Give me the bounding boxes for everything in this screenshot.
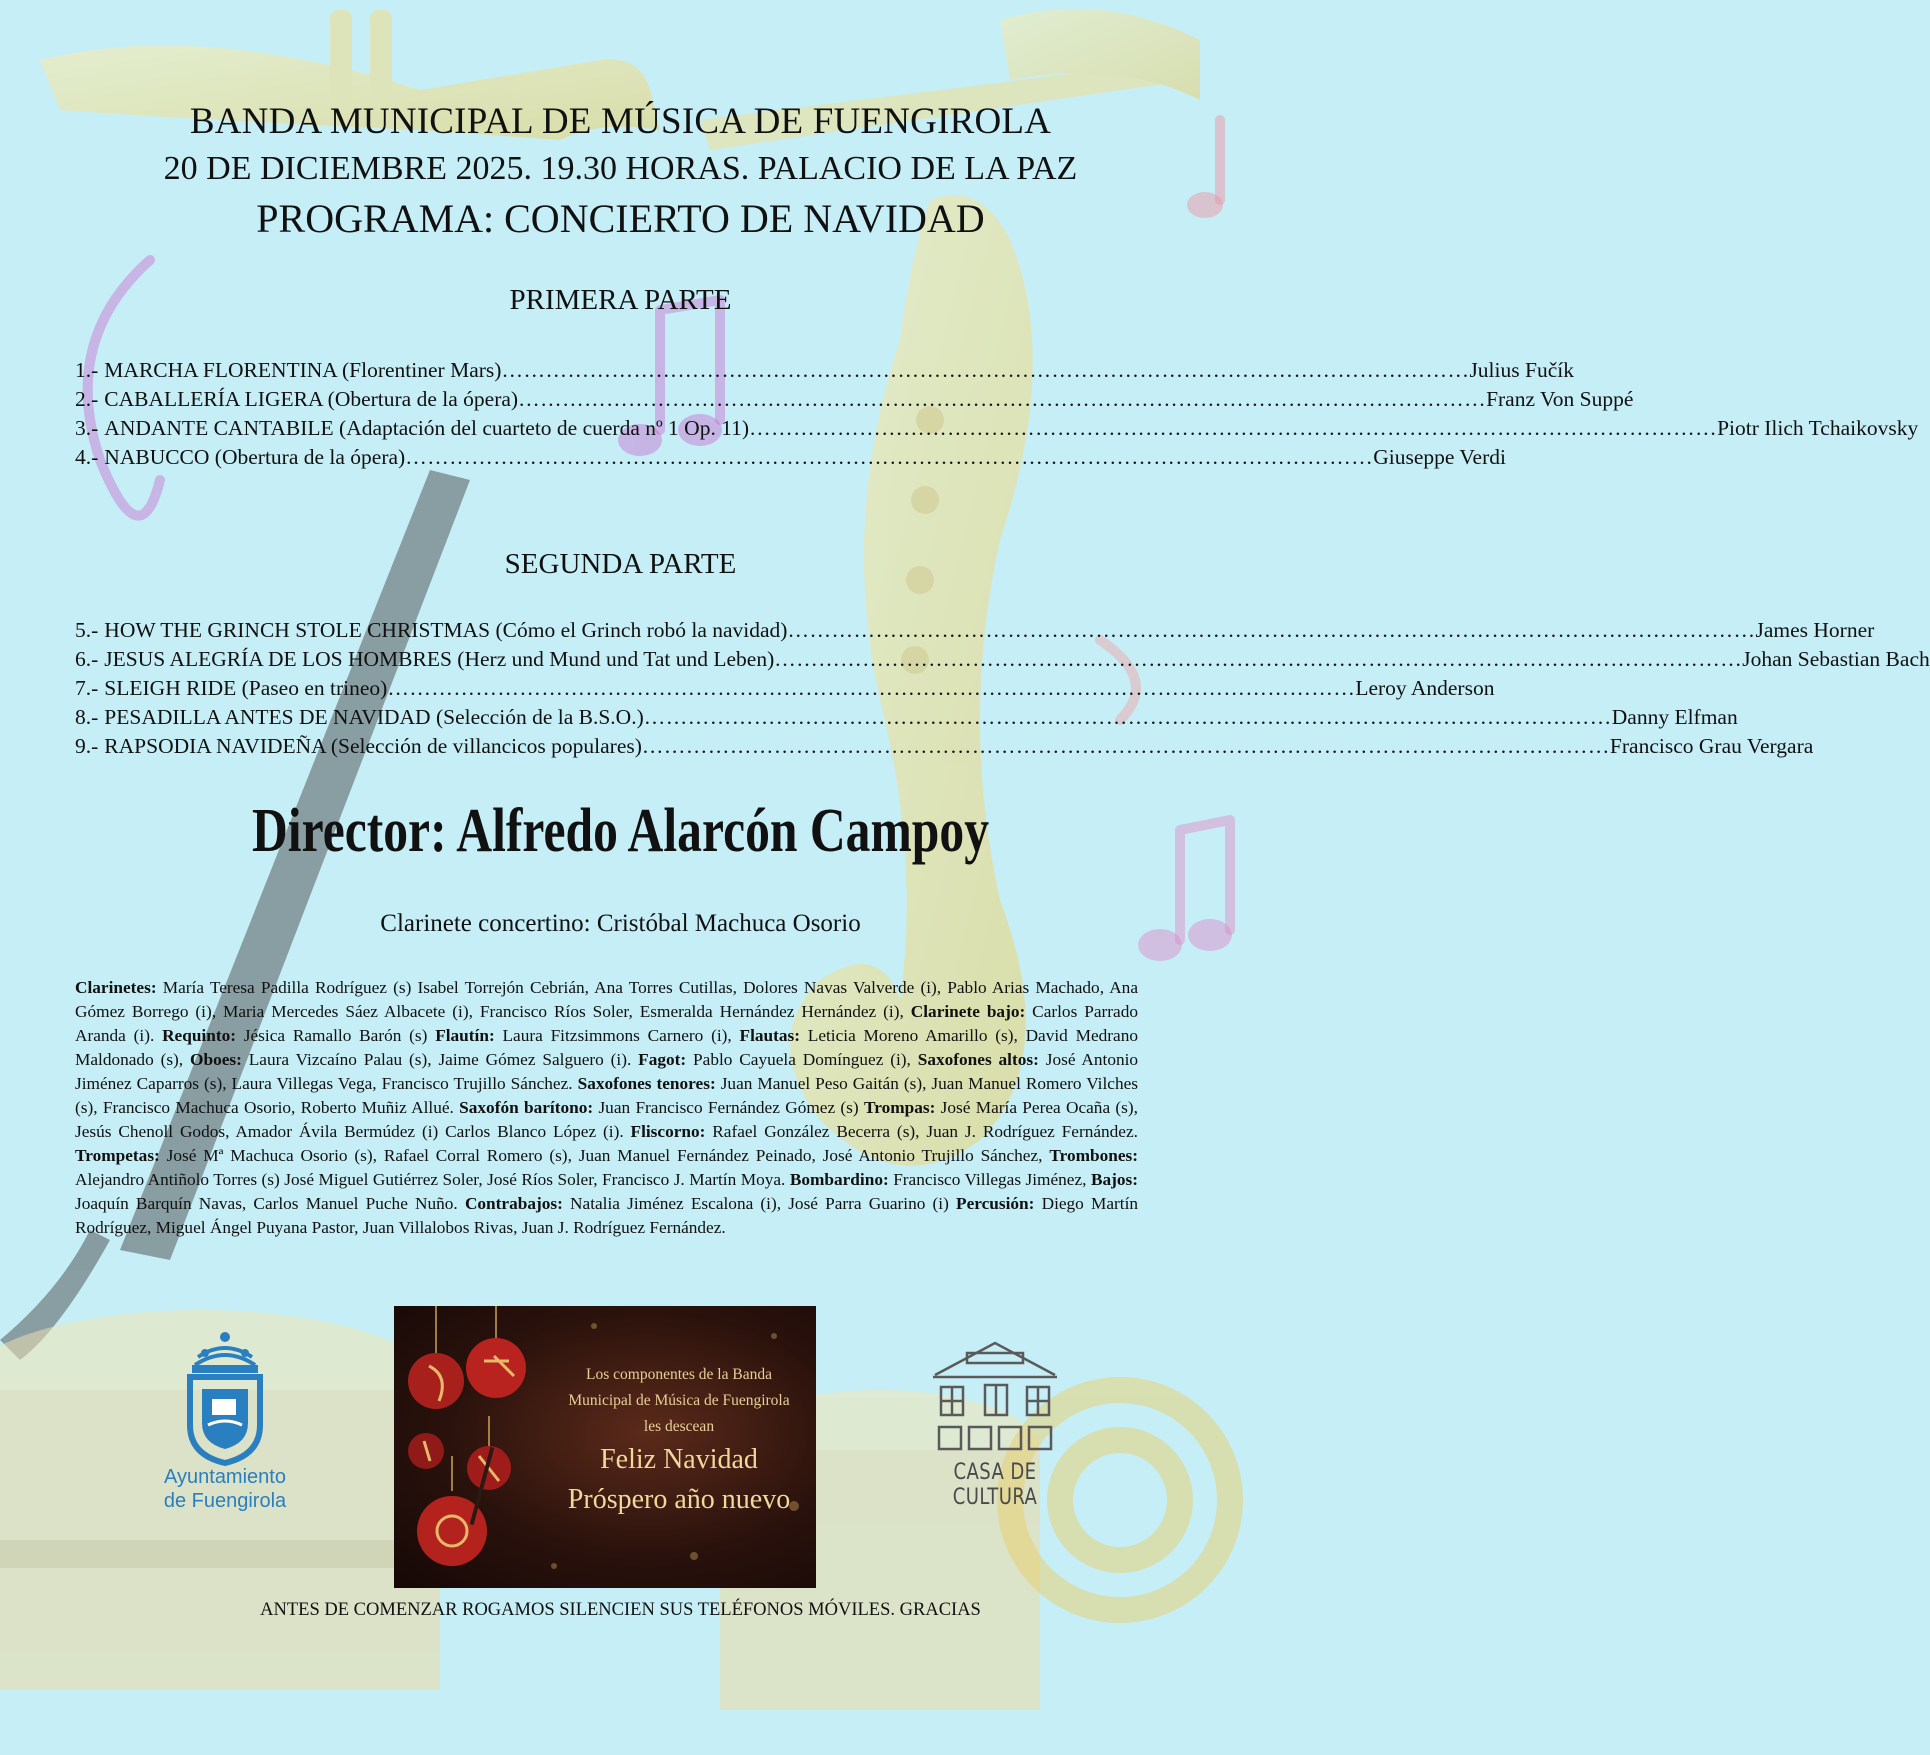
composer-name: James Horner (1755, 618, 1875, 642)
composer-name: Franz Von Suppé (1486, 387, 1634, 411)
prospero-ano-nuevo-text: Próspero año nuevo (567, 1484, 791, 1515)
phones-silence-notice: ANTES DE COMENZAR ROGAMOS SILENCIEN SUS TELÉFONOS MÓVILES. GRACIAS (260, 1600, 981, 1620)
leader-dots: …………………………………………………………………………………………………………………… (518, 387, 1487, 411)
section-members: José María Perea Ocaña (s), Jesús Chenoll Godos, Amador Ávila Bermúdez (i) Carlos Blanco López (i). (75, 1098, 1138, 1141)
work-title: SLEIGH RIDE (Paseo en trineo) (104, 676, 388, 700)
section-label: Clarinete bajo: (910, 1002, 1026, 1021)
program-item (75, 385, 1634, 414)
leader-dots: …………………………………………………………………………………………………………………… (387, 676, 1356, 700)
item-number: 5.- (75, 618, 99, 642)
ayuntamiento-fuengirola-logo (150, 1325, 300, 1512)
section-label: Bombardino: (789, 1170, 889, 1189)
section-members: Laura Vizcaíno Palau (s), Jaime Gómez Salguero (i). (248, 1050, 632, 1069)
section-label: Oboes: (190, 1050, 242, 1069)
section-members: José Mª Machuca Osorio (s), Rafael Corral Romero (s), Juan Manuel Fernández Peinado, José Antonio Trujillo Sánchez, (166, 1146, 1043, 1165)
composer-name: Danny Elfman (1611, 705, 1738, 729)
composer-name: Piotr Ilich Tchaikovsky (1717, 416, 1919, 440)
greeting-text (544, 1362, 814, 1440)
program-item (75, 616, 1875, 645)
program-item (75, 356, 1574, 385)
casa-de-cultura-label: CASA DE CULTURA (952, 1460, 1038, 1510)
program-item (75, 645, 1930, 674)
building-icon (925, 1335, 1065, 1455)
section-members: Francisco Villegas Jiménez, (893, 1170, 1087, 1189)
work-title: ANDANTE CANTABILE (Adaptación del cuarteto de cuerda nº 1 Op. 11) (104, 416, 750, 440)
section-members: Alejandro Antiñolo Torres (s) José Miguel Gutiérrez Soler, José Ríos Soler, Francisco J. Martín Moya. (75, 1170, 786, 1189)
section-label: Fliscorno: (630, 1122, 706, 1141)
work-title: CABALLERÍA LIGERA (Obertura de la ópera) (104, 387, 519, 411)
section-label: Contrabajos: (464, 1194, 563, 1213)
leader-dots: …………………………………………………………………………………………………………………… (787, 618, 1756, 642)
leader-dots: …………………………………………………………………………………………………………………… (749, 416, 1718, 440)
clarinet-concertino: Clarinete concertino: Cristóbal Machuca Osorio (380, 910, 861, 937)
work-title: MARCHA FLORENTINA (Florentiner Mars) (104, 358, 502, 382)
section-members: Juan Francisco Fernández Gómez (s) (598, 1098, 859, 1117)
section-label: Fagot: (638, 1050, 687, 1069)
greeting-line: Los componentes de la Banda (586, 1366, 772, 1383)
section-members: Rafael González Becerra (s), Juan J. Rodríguez Fernández. (712, 1122, 1138, 1141)
feliz-navidad-text: Feliz Navidad (600, 1444, 758, 1475)
section-label: Trombones: (1049, 1146, 1138, 1165)
section-label: Requinto: (162, 1026, 236, 1045)
leader-dots: …………………………………………………………………………………………………………………… (641, 734, 1610, 758)
program-item (75, 732, 1814, 761)
section-members: María Teresa Padilla Rodríguez (s) Isabel Torrejón Cebrián, Ana Torres Cutillas, Dolores Navas Valverde (i), Pablo Arias Machado, Ana Gómez Borrego (i), Maria Mercedes Sáez Albacete (i), Francisco Ríos Soler, Esmeralda Hernández Hernández (i), (75, 978, 1138, 1021)
ayuntamiento-label: Ayuntamiento (164, 1466, 286, 1488)
work-title: PESADILLA ANTES DE NAVIDAD (Selección de la B.S.O.) (104, 705, 644, 729)
work-title: NABUCCO (Obertura de la ópera) (104, 445, 406, 469)
item-number: 9.- (75, 734, 99, 758)
coat-of-arms-icon (150, 1325, 300, 1465)
section-label: Flautas: (739, 1026, 800, 1045)
director-name: Director: Alfredo Alarcón Campoy (251, 797, 989, 865)
item-number: 7.- (75, 676, 99, 700)
section-label: Saxofones tenores: (577, 1074, 716, 1093)
greeting-line: Municipal de Música de Fuengirola (568, 1392, 790, 1409)
section-label: Bajos: (1090, 1170, 1138, 1189)
part-one-title: PRIMERA PARTE (509, 284, 732, 316)
section-members: Laura Fitzsimmons Carnero (i), (502, 1026, 732, 1045)
item-number: 1.- (75, 358, 99, 382)
leader-dots: …………………………………………………………………………………………………………………… (501, 358, 1470, 382)
program-title: PROGRAMA: CONCIERTO DE NAVIDAD (256, 196, 985, 241)
composer-name: Julius Fučík (1469, 358, 1574, 382)
work-title: RAPSODIA NAVIDEÑA (Selección de villancicos populares) (104, 734, 642, 758)
christmas-greeting-card (394, 1306, 816, 1588)
section-members: José Antonio Jiménez Caparros (s), Laura Villegas Vega, Francisco Trujillo Sánchez. (75, 1050, 1139, 1093)
section-label: Trompetas: (75, 1146, 160, 1165)
leader-dots: …………………………………………………………………………………………………………………… (774, 647, 1743, 671)
composer-name: Giuseppe Verdi (1373, 445, 1506, 469)
part-two-title: SEGUNDA PARTE (504, 548, 737, 580)
leader-dots: …………………………………………………………………………………………………………………… (405, 445, 1374, 469)
work-title: JESUS ALEGRÍA DE LOS HOMBRES (Herz und Mund und Tat und Leben) (104, 647, 775, 671)
fuengirola-label: de Fuengirola (163, 1490, 287, 1512)
section-label: Saxofón barítono: (459, 1098, 594, 1117)
section-members: Jésica Ramallo Barón (s) (243, 1026, 428, 1045)
section-members: Juan Manuel Peso Gaitán (s), Juan Manuel Romero Vilches (s), Francisco Machuca Osorio, Roberto Muñiz Allué. (75, 1074, 1138, 1117)
composer-name: Leroy Anderson (1355, 676, 1495, 700)
section-members: Pablo Cayuela Domínguez (i), (693, 1050, 911, 1069)
work-title: HOW THE GRINCH STOLE CHRISTMAS (Cómo el Grinch robó la navidad) (104, 618, 788, 642)
section-members: Natalia Jiménez Escalona (i), José Parra Guarino (i) (570, 1194, 949, 1213)
section-label: Clarinetes: (75, 978, 157, 997)
part-one-list (75, 356, 1919, 472)
greeting-line: les descean (643, 1418, 715, 1435)
item-number: 2.- (75, 387, 99, 411)
leader-dots: …………………………………………………………………………………………………………………… (643, 705, 1612, 729)
band-members-paragraph (75, 976, 1138, 1240)
section-members: Joaquín Barquín Navas, Carlos Manuel Puche Nuño. (75, 1194, 458, 1213)
casa-de-cultura-logo (925, 1335, 1065, 1510)
program-item (75, 414, 1919, 443)
composer-name: Johan Sebastian Bach (1742, 647, 1930, 671)
section-members: Carlos Parrado Aranda (i). (75, 1002, 1138, 1045)
section-label: Percusión: (956, 1194, 1035, 1213)
section-label: Trompas: (863, 1098, 936, 1117)
band-title: BANDA MUNICIPAL DE MÚSICA DE FUENGIROLA (189, 101, 1052, 142)
program-item (75, 674, 1495, 703)
concert-date-venue: 20 DE DICIEMBRE 2025. 19.30 HORAS. PALACIO DE LA PAZ (163, 150, 1078, 187)
item-number: 8.- (75, 705, 99, 729)
section-members: Leticia Moreno Amarillo (s), David Medrano Maldonado (s), (75, 1026, 1138, 1069)
program-item (75, 443, 1506, 472)
greeting-wishes (544, 1440, 814, 1520)
item-number: 4.- (75, 445, 99, 469)
item-number: 3.- (75, 416, 99, 440)
item-number: 6.- (75, 647, 99, 671)
section-label: Flautín: (435, 1026, 495, 1045)
composer-name: Francisco Grau Vergara (1609, 734, 1814, 758)
section-label: Saxofones altos: (917, 1050, 1039, 1069)
section-members: Diego Martín Rodríguez, Miguel Ángel Puyana Pastor, Juan Villalobos Rivas, Juan J. Rodríguez Fernández. (75, 1194, 1139, 1237)
program-item (75, 703, 1738, 732)
part-two-list (75, 616, 1930, 761)
